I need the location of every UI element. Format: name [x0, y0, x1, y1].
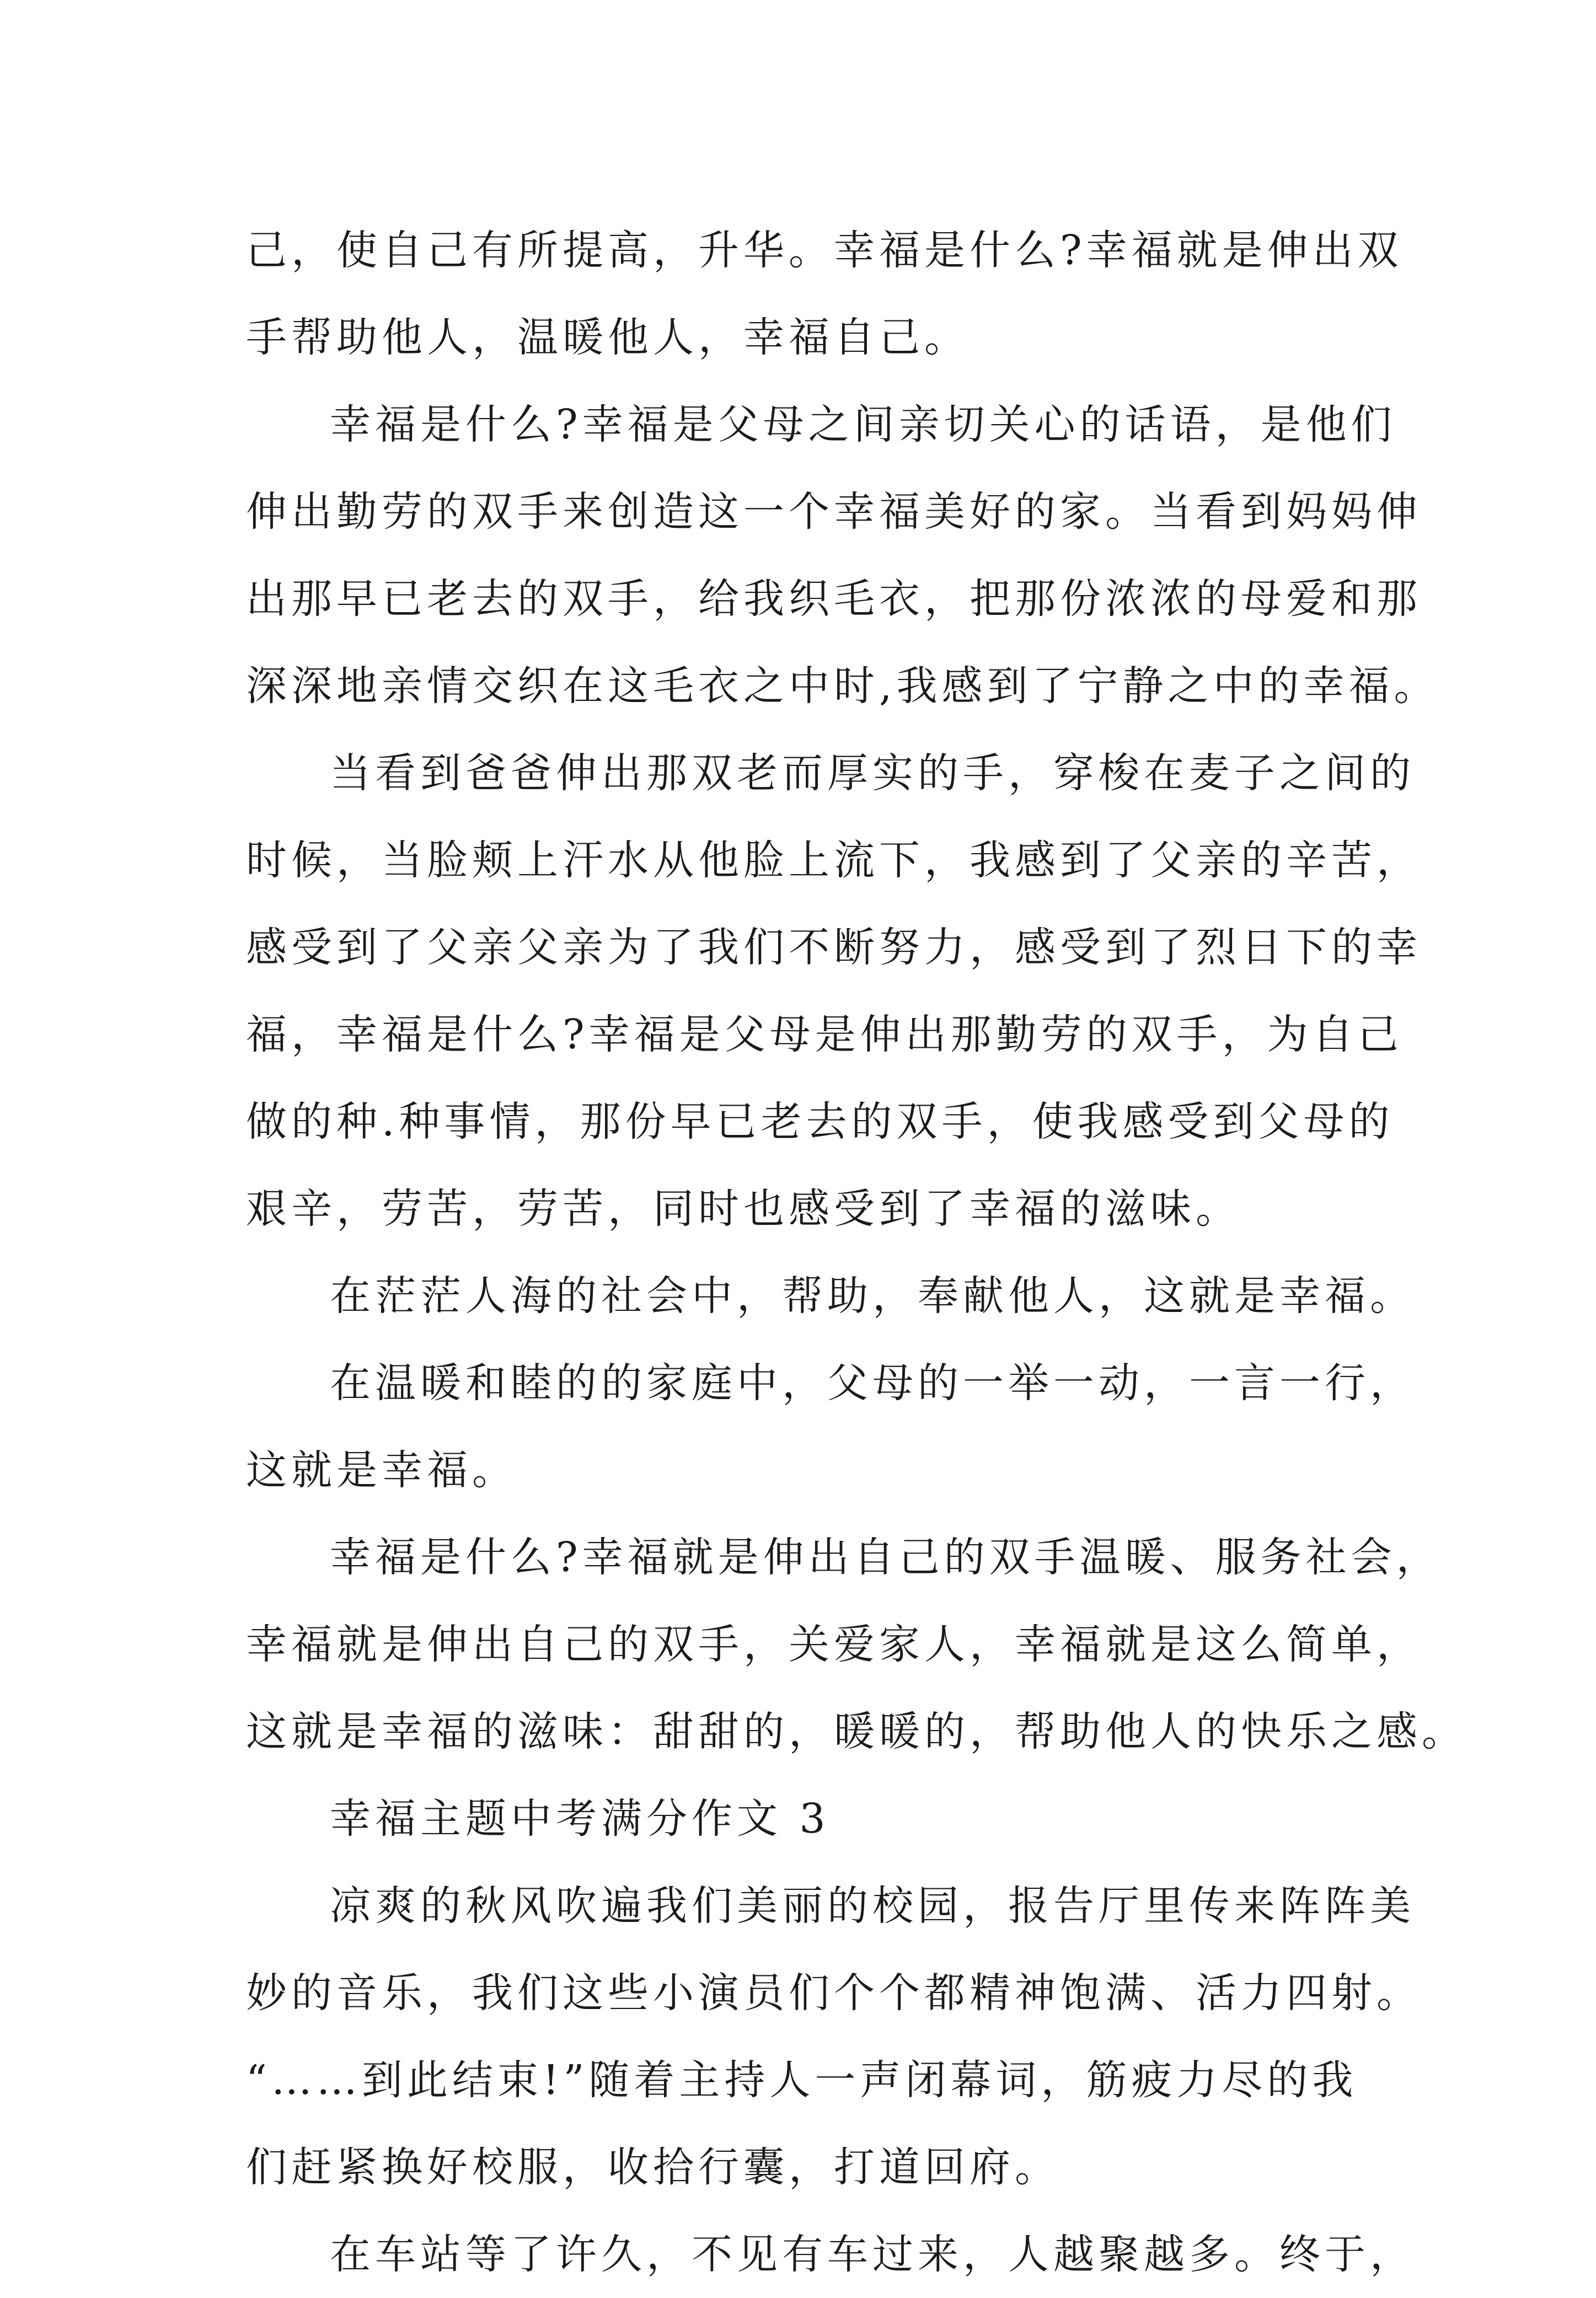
section-heading: 幸福主题中考满分作文 3: [330, 1795, 830, 1842]
paragraph-start-line: 在温暖和睦的的家庭中，父母的一举一动，一言一行，: [330, 1359, 1415, 1407]
text-line: 福，幸福是什么?幸福是父母是伸出那勤劳的双手，为自己: [246, 1011, 1403, 1058]
text-line: 们赶紧换好校服，收拾行囊，打道回府。: [246, 2144, 1060, 2191]
text-line: “……到此结束!”随着主持人一声闭幕词，筋疲力尽的我: [246, 2056, 1358, 2104]
paragraph-start-line: 当看到爸爸伸出那双老而厚实的手，穿梭在麦子之间的: [330, 749, 1415, 797]
text-line: 妙的音乐，我们这些小演员们个个都精神饱满、活力四射。: [246, 1969, 1422, 2017]
paragraph-start-line: 凉爽的秋风吹遍我们美丽的校园，报告厅里传来阵阵美: [330, 1882, 1415, 1930]
paragraph-start-line: 在车站等了许久，不见有车过来，人越聚越多。终于，: [330, 2231, 1415, 2278]
text-line: 时候，当脸颊上汗水从他脸上流下，我感到了父亲的辛苦，: [246, 837, 1422, 884]
text-line: 伸出勤劳的双手来创造这一个幸福美好的家。当看到妈妈伸: [246, 488, 1422, 535]
text-line: 出那早已老去的双手，给我织毛衣，把那份浓浓的母爱和那: [246, 575, 1422, 623]
text-line: 感受到了父亲父亲为了我们不断努力，感受到了烈日下的幸: [246, 924, 1422, 971]
text-line: 幸福就是伸出自己的双手，关爱家人，幸福就是这么简单，: [246, 1621, 1422, 1668]
text-line: 艰辛，劳苦，劳苦，同时也感受到了幸福的滋味。: [246, 1185, 1241, 1233]
paragraph-start-line: 幸福是什么?幸福就是伸出自己的双手温暖、服务社会，: [330, 1534, 1442, 1581]
text-line: 做的种.种事情，那份早已老去的双手，使我感受到父母的: [246, 1098, 1394, 1145]
text-line: 手帮助他人，温暖他人，幸福自己。: [246, 314, 970, 361]
text-line: 己，使自己有所提高，升华。幸福是什么?幸福就是伸出双: [246, 227, 1403, 274]
text-line: 深深地亲情交织在这毛衣之中时,我感到了宁静之中的幸福。: [246, 662, 1439, 710]
text-line: 这就是幸福的滋味：甜甜的，暖暖的，帮助他人的快乐之感。: [246, 1708, 1467, 1755]
essay-body: [246, 207, 1467, 2298]
text-line: 这就是幸福。: [246, 1447, 517, 1494]
paragraph-start-line: 在茫茫人海的社会中，帮助，奉献他人，这就是幸福。: [330, 1272, 1415, 1320]
paragraph-start-line: 幸福是什么?幸福是父母之间亲切关心的话语，是他们: [330, 401, 1396, 448]
